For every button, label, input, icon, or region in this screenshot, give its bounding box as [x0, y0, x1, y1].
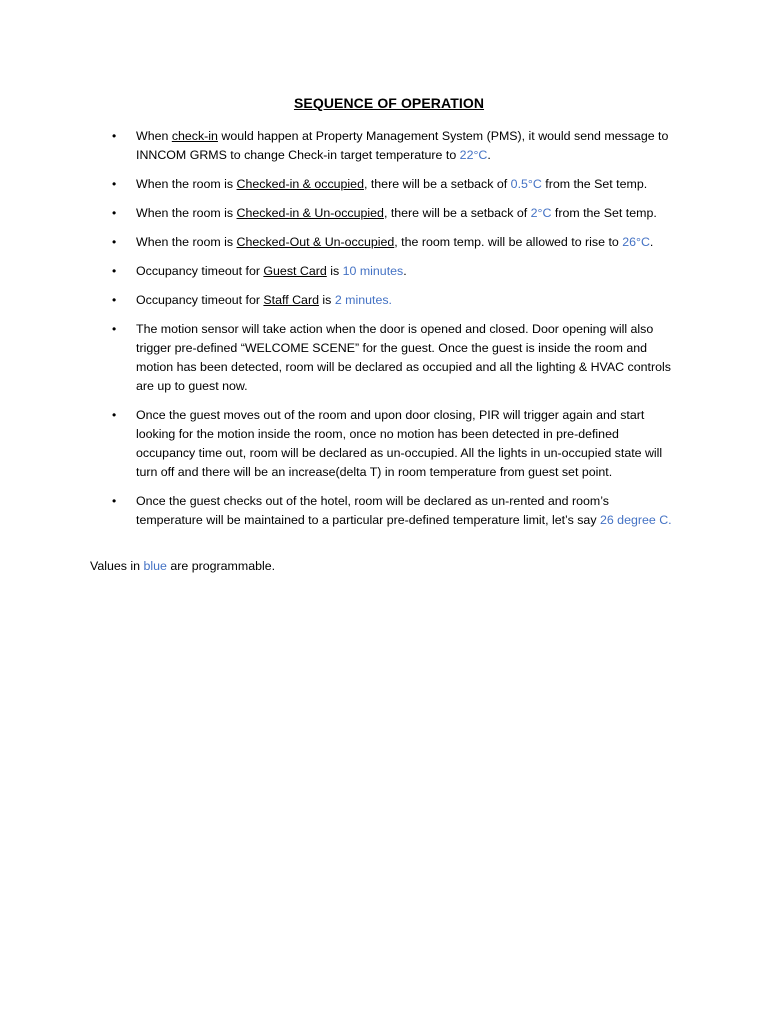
- underlined-term: Guest Card: [263, 264, 327, 278]
- bullet-icon: •: [112, 235, 117, 249]
- bullet-icon: •: [112, 129, 117, 143]
- list-item-guest-moves-out: [112, 406, 677, 482]
- operation-list: [112, 127, 677, 540]
- programmable-value: 22°C: [459, 148, 488, 162]
- item-text: , the room temp. will be allowed to rise to: [394, 235, 623, 249]
- item-text: would happen at Property Management System (PMS), it would send message to INNCOM GRMS to change Check-in target temperature to: [136, 129, 669, 162]
- programmable-value: 10 minutes: [342, 264, 404, 278]
- item-text: , there will be a setback of: [363, 177, 511, 191]
- item-text: .: [487, 148, 491, 162]
- item-text: is: [326, 264, 343, 278]
- list-item-staff-card-timeout: [112, 291, 677, 310]
- list-item-checked-in-occupied: [112, 175, 677, 194]
- list-item-guest-card-timeout: [112, 262, 677, 281]
- item-text: Occupancy timeout for: [136, 264, 264, 278]
- list-item-checked-in-unoccupied: [112, 204, 677, 223]
- page-title: SEQUENCE OF OPERATION: [293, 95, 485, 111]
- programmable-value: 2°C: [530, 206, 552, 220]
- programmable-value: 26 degree C.: [599, 513, 672, 527]
- item-text: When the room is: [136, 206, 237, 220]
- programmable-value: 26°C: [622, 235, 650, 249]
- list-item-motion-sensor: [112, 320, 677, 396]
- underlined-term: Staff Card: [263, 293, 319, 307]
- bullet-icon: •: [112, 293, 117, 307]
- note-highlight: blue: [143, 559, 167, 573]
- note-text: are programmable.: [166, 559, 276, 573]
- programmable-note: [90, 557, 275, 576]
- bullet-icon: •: [112, 408, 117, 422]
- item-text: is: [318, 293, 335, 307]
- underlined-term: Checked-in & occupied: [236, 177, 364, 191]
- programmable-value: 2 minutes.: [334, 293, 392, 307]
- item-text: When the room is: [136, 235, 237, 249]
- item-text: Once the guest checks out of the hotel, room will be declared as un-rented and room’s temperature will be maintained to a particular pre-defined temperature limit, let’s say: [136, 494, 609, 527]
- item-text: When the room is: [136, 177, 237, 191]
- underlined-term: check-in: [171, 129, 218, 143]
- list-item-checked-out-unoccupied: [112, 233, 677, 252]
- list-item-checkin: [112, 127, 677, 165]
- bullet-icon: •: [112, 177, 117, 191]
- item-text: from the Set temp.: [551, 206, 657, 220]
- bullet-icon: •: [112, 322, 117, 336]
- list-item-guest-checks-out: [112, 492, 677, 530]
- item-text: .: [403, 264, 407, 278]
- item-text: The motion sensor will take action when the door is opened and closed. Door opening will also trigger pre-defined “WELCOME SCENE” for the guest. Once the guest is inside the room and motion has been detected, room will be declared as occupied and all the lighting & HVAC controls are up to guest now.: [136, 322, 671, 393]
- item-text: , there will be a setback of: [383, 206, 531, 220]
- bullet-icon: •: [112, 264, 117, 278]
- item-text: Occupancy timeout for: [136, 293, 264, 307]
- bullet-icon: •: [112, 494, 117, 508]
- item-text: When: [136, 129, 172, 143]
- note-text: Values in: [90, 559, 144, 573]
- underlined-term: Checked-Out & Un-occupied: [236, 235, 395, 249]
- item-text: from the Set temp.: [541, 177, 648, 191]
- item-text: Once the guest moves out of the room and upon door closing, PIR will trigger again and start looking for the motion inside the room, once no motion has been detected in pre-defined occupancy time out, room will be declared as un-occupied. All the lights in un-occupied state will turn off and there will be an increase(delta T) in room temperature from guest set point.: [136, 408, 663, 479]
- underlined-term: Checked-in & Un-occupied: [236, 206, 384, 220]
- bullet-icon: •: [112, 206, 117, 220]
- programmable-value: 0.5°C: [510, 177, 542, 191]
- item-text: .: [649, 235, 654, 249]
